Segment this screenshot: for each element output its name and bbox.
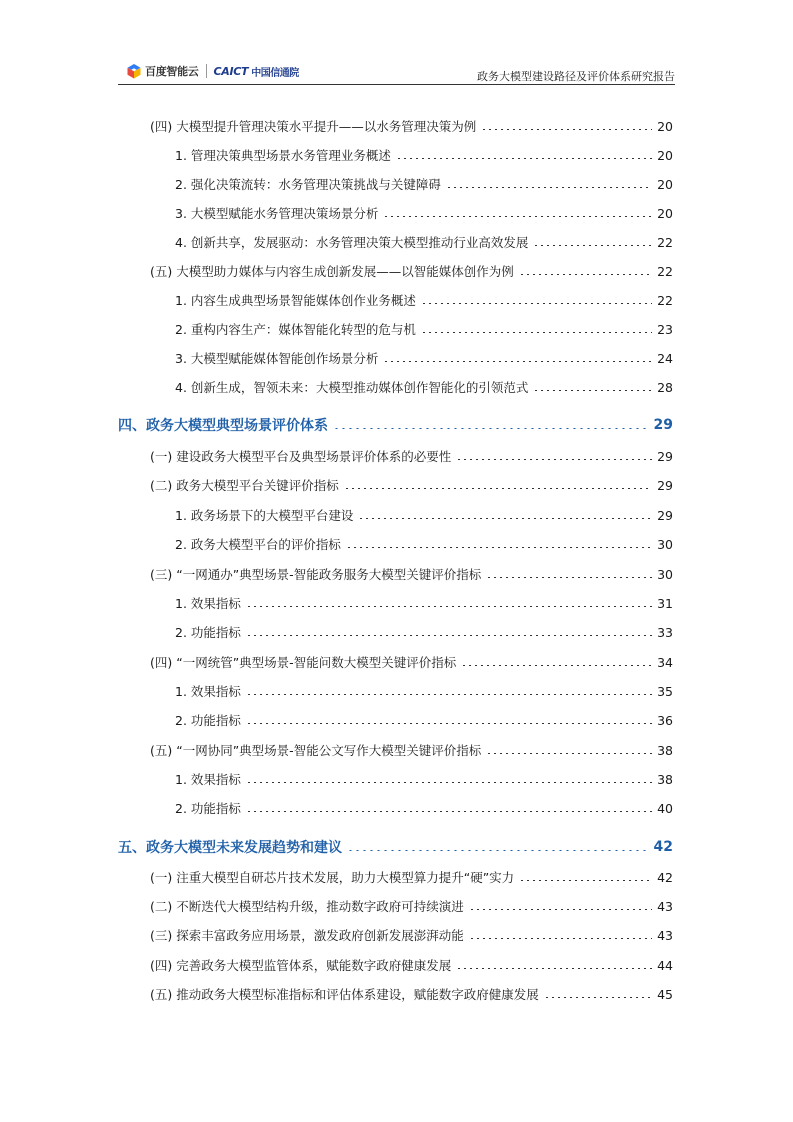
toc-page-number: 42 <box>653 839 673 855</box>
toc-leader-dots <box>246 811 652 812</box>
toc-entry-label: (二) 政务大模型平台关键评价指标 <box>150 478 339 493</box>
toc-leader-dots <box>344 488 652 489</box>
toc-page-number: 44 <box>657 957 673 973</box>
toc-page-number: 34 <box>657 654 673 670</box>
toc-subsection-entry[interactable] <box>0 376 793 398</box>
toc-page-number: 30 <box>657 566 673 582</box>
baidu-cloud-logo-icon <box>126 63 142 79</box>
caict-logo-cn-text: 中国信通院 <box>251 67 299 79</box>
toc-leader-dots <box>446 187 652 188</box>
toc-section-entry[interactable] <box>0 115 793 137</box>
toc-leader-dots <box>396 158 652 159</box>
toc-entry-label: (四) 大模型提升管理决策水平提升——以水务管理决策为例 <box>150 119 477 134</box>
toc-entry-label: 1. 效果指标 <box>175 772 241 787</box>
toc-entry-label: 1. 效果指标 <box>175 596 241 611</box>
toc-leader-dots <box>333 428 649 429</box>
toc-page-number: 35 <box>657 683 673 699</box>
header-divider <box>118 84 675 85</box>
toc-subsection-entry[interactable] <box>0 768 793 790</box>
toc-leader-dots <box>246 635 652 636</box>
toc-entry-label: 1. 政务场景下的大模型平台建设 <box>175 508 354 523</box>
toc-page-number: 24 <box>657 350 673 366</box>
toc-entry-label: 1. 内容生成典型场景智能媒体创作业务概述 <box>175 293 416 308</box>
page-header <box>118 60 675 86</box>
toc-subsection-entry[interactable] <box>0 318 793 340</box>
toc-section-entry[interactable] <box>0 260 793 282</box>
toc-section-entry[interactable] <box>0 924 793 946</box>
toc-page-number: 30 <box>657 536 673 552</box>
toc-entry-label: 五、政务大模型未来发展趋势和建议 <box>118 840 342 856</box>
toc-entry-label: (五) 推动政务大模型标准指标和评估体系建设，赋能数字政府健康发展 <box>150 987 539 1002</box>
toc-subsection-entry[interactable] <box>0 289 793 311</box>
toc-subsection-entry[interactable] <box>0 592 793 614</box>
toc-subsection-entry[interactable] <box>0 709 793 731</box>
toc-chapter-entry[interactable] <box>0 836 793 858</box>
toc-page-number: 20 <box>657 147 673 163</box>
toc-entry-label: (一) 注重大模型自研芯片技术发展，助力大模型算力提升“硬”实力 <box>150 870 515 885</box>
report-title: 政务大模型建设路径及评价体系研究报告 <box>477 70 675 83</box>
toc-leader-dots <box>456 968 652 969</box>
toc-entry-label: 3. 大模型赋能媒体智能创作场景分析 <box>175 351 379 366</box>
toc-entry-label: 2. 功能指标 <box>175 713 241 728</box>
toc-entry-label: (一) 建设政务大模型平台及典型场景评价体系的必要性 <box>150 449 452 464</box>
toc-subsection-entry[interactable] <box>0 797 793 819</box>
toc-page-number: 29 <box>653 417 673 433</box>
toc-leader-dots <box>486 577 652 578</box>
toc-section-entry[interactable] <box>0 563 793 585</box>
toc-section-entry[interactable] <box>0 739 793 761</box>
toc-entry-label: (五) “一网协同”典型场景-智能公文写作大模型关键评价指标 <box>150 743 482 758</box>
toc-page-number: 23 <box>657 321 673 337</box>
toc-page-number: 45 <box>657 986 673 1002</box>
toc-leader-dots <box>519 274 652 275</box>
toc-entry-label: 2. 功能指标 <box>175 625 241 640</box>
toc-leader-dots <box>246 782 652 783</box>
toc-subsection-entry[interactable] <box>0 173 793 195</box>
toc-leader-dots <box>481 129 652 130</box>
toc-entry-label: 四、政务大模型典型场景评价体系 <box>118 418 328 434</box>
toc-leader-dots <box>246 694 652 695</box>
toc-section-entry[interactable] <box>0 651 793 673</box>
toc-leader-dots <box>533 390 652 391</box>
toc-entry-label: 2. 政务大模型平台的评价指标 <box>175 537 341 552</box>
toc-leader-dots <box>246 723 652 724</box>
toc-entry-label: 1. 效果指标 <box>175 684 241 699</box>
toc-leader-dots <box>533 245 652 246</box>
toc-leader-dots <box>421 303 652 304</box>
toc-leader-dots <box>246 606 652 607</box>
toc-entry-label: 2. 强化决策流转：水务管理决策挑战与关键障碍 <box>175 177 441 192</box>
toc-subsection-entry[interactable] <box>0 533 793 555</box>
toc-subsection-entry[interactable] <box>0 144 793 166</box>
toc-page-number: 40 <box>657 800 673 816</box>
toc-subsection-entry[interactable] <box>0 504 793 526</box>
toc-page-number: 22 <box>657 234 673 250</box>
toc-page-number: 38 <box>657 771 673 787</box>
toc-page-number: 36 <box>657 712 673 728</box>
toc-entry-label: 4. 创新共享，发展驱动：水务管理决策大模型推动行业高效发展 <box>175 235 529 250</box>
toc-page-number: 38 <box>657 742 673 758</box>
toc-entry-label: (五) 大模型助力媒体与内容生成创新发展——以智能媒体创作为例 <box>150 264 514 279</box>
toc-section-entry[interactable] <box>0 445 793 467</box>
toc-page-number: 22 <box>657 292 673 308</box>
toc-entry-label: (二) 不断迭代大模型结构升级，推动数字政府可持续演进 <box>150 899 464 914</box>
toc-subsection-entry[interactable] <box>0 347 793 369</box>
toc-leader-dots <box>544 997 652 998</box>
logo-divider <box>206 64 207 78</box>
toc-entry-label: 1. 管理决策典型场景水务管理业务概述 <box>175 148 391 163</box>
toc-page-number: 31 <box>657 595 673 611</box>
toc-page-number: 20 <box>657 118 673 134</box>
toc-entry-label: (三) 探索丰富政务应用场景，激发政府创新发展澎湃动能 <box>150 928 464 943</box>
toc-entry-label: 4. 创新生成，智领未来：大模型推动媒体创作智能化的引领范式 <box>175 380 529 395</box>
toc-leader-dots <box>486 753 652 754</box>
toc-leader-dots <box>421 332 652 333</box>
toc-entry-label: (三) “一网通办”典型场景-智能政务服务大模型关键评价指标 <box>150 567 482 582</box>
toc-entry-label: (四) 完善政务大模型监管体系，赋能数字政府健康发展 <box>150 958 452 973</box>
toc-page-number: 20 <box>657 176 673 192</box>
toc-page-number: 43 <box>657 927 673 943</box>
toc-leader-dots <box>347 850 649 851</box>
toc-leader-dots <box>358 518 652 519</box>
toc-section-entry[interactable] <box>0 866 793 888</box>
toc-chapter-entry[interactable] <box>0 414 793 436</box>
toc-page-number: 29 <box>657 448 673 464</box>
toc-section-entry[interactable] <box>0 474 793 496</box>
toc-entry-label: (四) “一网统管”典型场景-智能问数大模型关键评价指标 <box>150 655 457 670</box>
toc-page-number: 33 <box>657 624 673 640</box>
caict-logo-text: CAICT <box>213 64 249 78</box>
toc-leader-dots <box>469 938 652 939</box>
toc-leader-dots <box>383 361 652 362</box>
toc-page-number: 28 <box>657 379 673 395</box>
toc-page-number: 42 <box>657 869 673 885</box>
toc-page-number: 29 <box>657 507 673 523</box>
toc-entry-label: 2. 重构内容生产：媒体智能化转型的危与机 <box>175 322 416 337</box>
toc-leader-dots <box>456 459 652 460</box>
toc-page-number: 20 <box>657 205 673 221</box>
toc-subsection-entry[interactable] <box>0 202 793 224</box>
toc-leader-dots <box>469 909 652 910</box>
toc-subsection-entry[interactable] <box>0 621 793 643</box>
toc-leader-dots <box>383 216 652 217</box>
toc-page-number: 29 <box>657 477 673 493</box>
toc-section-entry[interactable] <box>0 954 793 976</box>
toc-entry-label: 2. 功能指标 <box>175 801 241 816</box>
toc-subsection-entry[interactable] <box>0 680 793 702</box>
toc-leader-dots <box>346 547 652 548</box>
toc-page-number: 43 <box>657 898 673 914</box>
toc-leader-dots <box>461 665 652 666</box>
baidu-logo-text: 百度智能云 <box>145 65 199 78</box>
toc-section-entry[interactable] <box>0 983 793 1005</box>
toc-section-entry[interactable] <box>0 895 793 917</box>
toc-entry-label: 3. 大模型赋能水务管理决策场景分析 <box>175 206 379 221</box>
header-logos <box>126 61 299 81</box>
toc-subsection-entry[interactable] <box>0 231 793 253</box>
toc-page-number: 22 <box>657 263 673 279</box>
toc-leader-dots <box>519 880 652 881</box>
